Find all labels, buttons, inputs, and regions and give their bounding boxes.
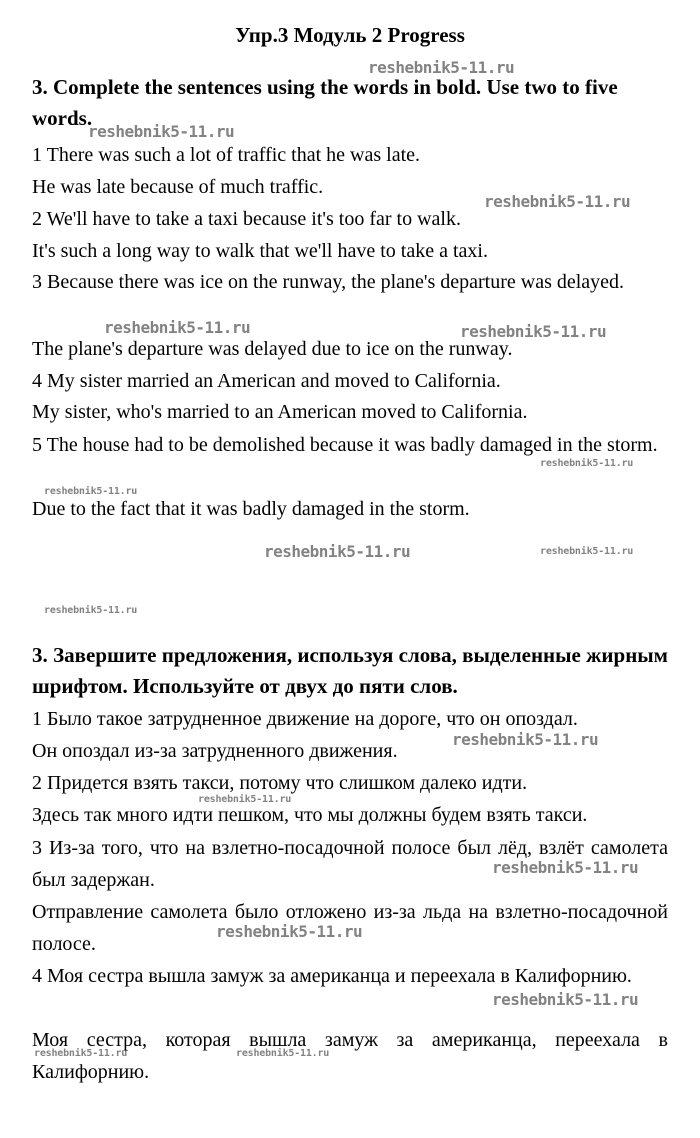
watermark-text: reshebnik5-11.ru: [460, 322, 607, 341]
watermark-text: reshebnik5-11.ru: [34, 1048, 128, 1059]
exercise-line: It's such a long way to walk that we'll have to take a taxi.: [32, 240, 488, 262]
watermark-text: reshebnik5-11.ru: [236, 1048, 330, 1059]
task-instruction-ru: 3. Завершите предложения, используя слова, выделенные жирным шрифтом. Используйте от двух до пяти слов.: [32, 643, 668, 698]
watermark-text: reshebnik5-11.ru: [368, 58, 515, 77]
watermark-text: reshebnik5-11.ru: [264, 542, 411, 561]
page-title: Упр.3 Модуль 2 Progress: [235, 23, 465, 47]
exercise-line: 1 Было такое затрудненное движение на дороге, что он опоздал.: [32, 708, 578, 730]
exercise-line: 1 There was such a lot of traffic that he was late.: [32, 144, 421, 166]
exercise-line: Моя сестра, которая вышла замуж за американца, переехала в Калифорнию.: [32, 1029, 668, 1083]
watermark-text: reshebnik5-11.ru: [88, 122, 235, 141]
exercise-line: Due to the fact that it was badly damaged in the storm.: [32, 498, 470, 520]
exercise-line: He was late because of much traffic.: [32, 176, 324, 198]
watermark-text: reshebnik5-11.ru: [492, 990, 639, 1009]
watermark-text: reshebnik5-11.ru: [484, 192, 631, 211]
watermark-text: reshebnik5-11.ru: [44, 605, 138, 616]
exercise-line: 2 Придется взять такси, потому что слишком далеко идти.: [32, 772, 528, 794]
exercise-line: Здесь так много идти пешком, что мы должны будем взять такси.: [32, 804, 588, 826]
watermark-text: reshebnik5-11.ru: [540, 546, 634, 557]
watermark-text: reshebnik5-11.ru: [452, 730, 599, 749]
exercise-line: Он опоздал из-за затрудненного движения.: [32, 740, 398, 762]
watermark-text: reshebnik5-11.ru: [44, 486, 138, 497]
watermark-text: reshebnik5-11.ru: [104, 318, 251, 337]
watermark-text: reshebnik5-11.ru: [492, 858, 639, 877]
exercise-line: 2 We'll have to take a taxi because it's too far to walk.: [32, 208, 461, 230]
watermark-text: reshebnik5-11.ru: [540, 458, 634, 469]
watermark-text: reshebnik5-11.ru: [198, 794, 292, 805]
exercise-line: 3 Из-за того, что на взлетно-посадочной полосе был лёд, взлёт самолета был задержан.: [32, 837, 668, 891]
exercise-line: My sister, who's married to an American moved to California.: [32, 401, 528, 423]
exercise-line: 5 The house had to be demolished because it was badly damaged in the storm.: [32, 434, 658, 456]
watermark-text: reshebnik5-11.ru: [216, 922, 363, 941]
exercise-line: 4 Моя сестра вышла замуж за американца и переехала в Калифорнию.: [32, 965, 632, 987]
exercise-line: 4 My sister married an American and moved to California.: [32, 370, 501, 392]
exercise-line: The plane's departure was delayed due to ice on the runway.: [32, 338, 513, 360]
exercise-line: Отправление самолета было отложено из-за льда на взлетно-посадочной полосе.: [32, 901, 668, 955]
task-instruction-en: 3. Complete the sentences using the words in bold. Use two to five words.: [32, 75, 618, 130]
exercise-line: 3 Because there was ice on the runway, the plane's departure was delayed.: [32, 271, 625, 293]
